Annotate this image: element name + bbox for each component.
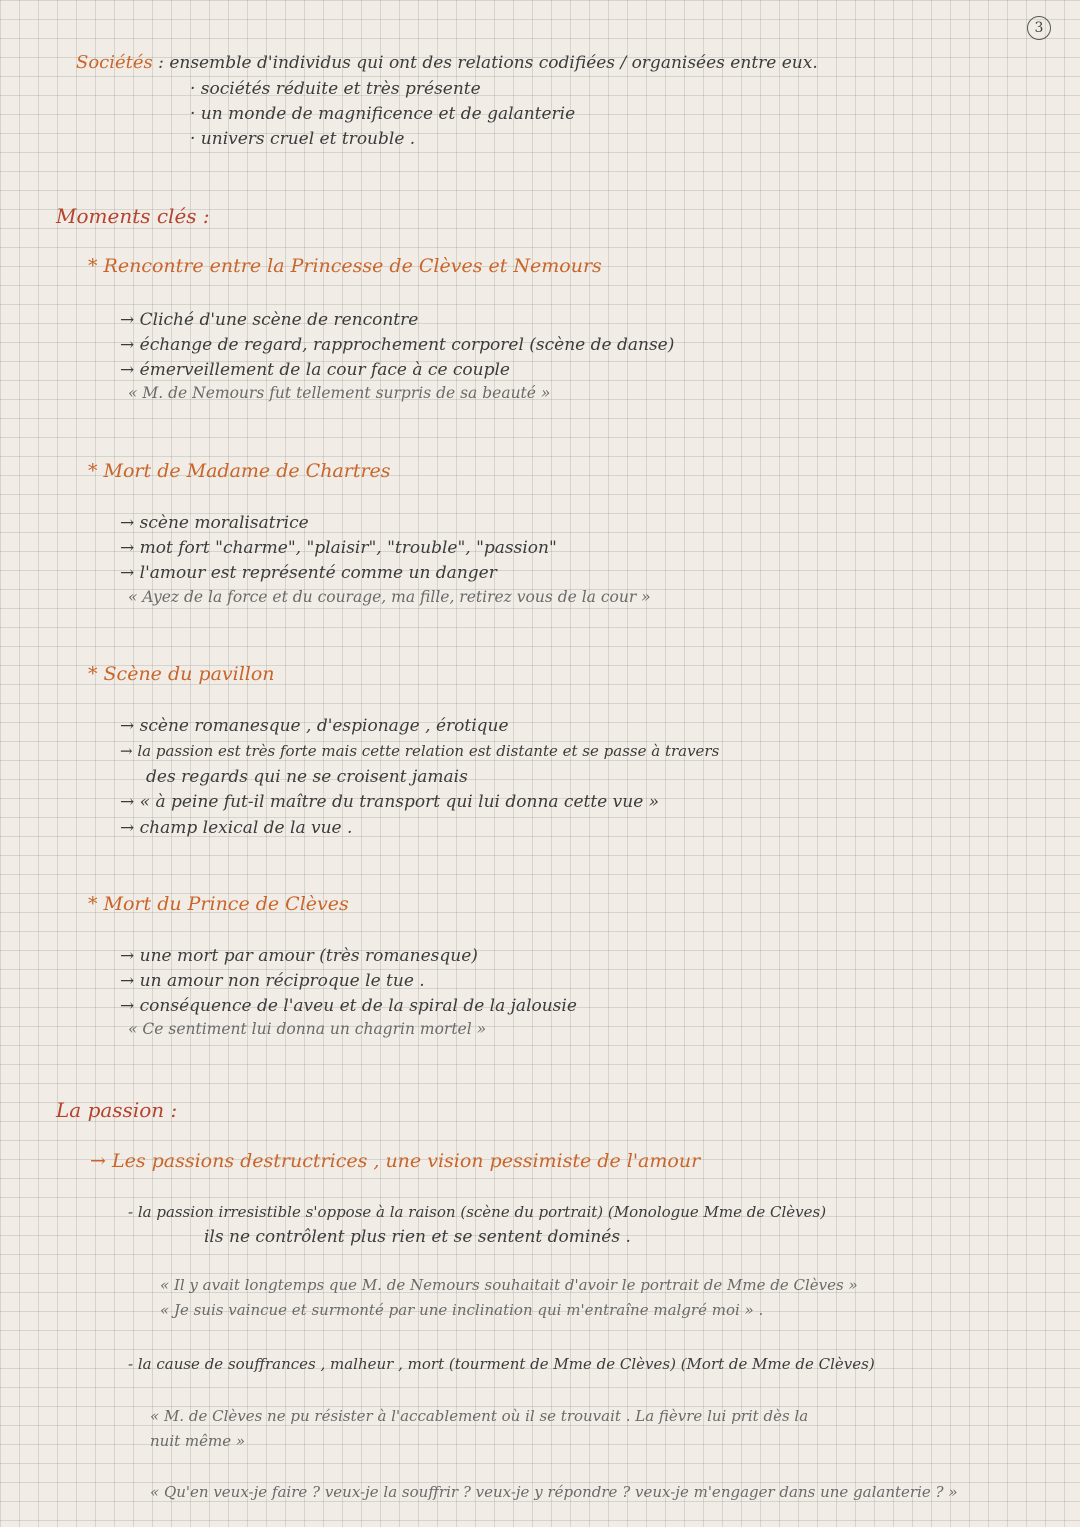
societes-item: · un monde de magnificence et de galanterie <box>190 104 576 124</box>
passion-quote-continued: nuit même » <box>150 1432 246 1450</box>
moments-title: Moments clés : <box>56 204 210 228</box>
passion-item: - la cause de souffrances , malheur , mort (tourment de Mme de Clèves) (Mort de Mme de Clèves) <box>128 1355 875 1373</box>
section-point: → scène romanesque , d'espionage , érotique <box>120 716 509 736</box>
section-title-pavillon: * Scène du pavillon <box>88 663 275 685</box>
societes-item: · univers cruel et trouble . <box>190 129 416 149</box>
section-title-rencontre: * Rencontre entre la Princesse de Clèves et Nemours <box>88 255 602 277</box>
section-title-mort-prince: * Mort du Prince de Clèves <box>88 893 349 915</box>
section-point: → mot fort "charme", "plaisir", "trouble", "passion" <box>120 538 557 558</box>
section-quote: « Ayez de la force et du courage, ma fille, retirez vous de la cour » <box>128 588 651 606</box>
section-point: → l'amour est représenté comme un danger <box>120 563 497 583</box>
societes-item: · sociétés réduite et très présente <box>190 79 481 99</box>
section-point: → « à peine fut-il maître du transport qui lui donna cette vue » <box>120 792 660 812</box>
section-point: → conséquence de l'aveu et de la spiral de la jalousie <box>120 996 577 1016</box>
societes-definition-line <box>76 52 818 73</box>
section-point: → Cliché d'une scène de rencontre <box>120 310 419 330</box>
section-point: → champ lexical de la vue . <box>120 818 353 838</box>
section-point-continued: des regards qui ne se croisent jamais <box>146 767 468 787</box>
page-number: 3 <box>1027 16 1051 40</box>
section-point: → un amour non réciproque le tue . <box>120 971 425 991</box>
section-quote: « Ce sentiment lui donna un chagrin mortel » <box>128 1020 487 1038</box>
section-title-mort-chartres: * Mort de Madame de Chartres <box>88 460 391 482</box>
passion-item: - la passion irresistible s'oppose à la raison (scène du portrait) (Monologue Mme de Clèves) <box>128 1203 827 1221</box>
section-quote: « M. de Nemours fut tellement surpris de sa beauté » <box>128 384 551 402</box>
passion-subtitle: → Les passions destructrices , une vision pessimiste de l'amour <box>90 1150 701 1172</box>
section-point: → scène moralisatrice <box>120 513 309 533</box>
passion-quote: « Il y avait longtemps que M. de Nemours souhaitait d'avoir le portrait de Mme de Clèves » <box>160 1276 858 1294</box>
societes-definition: : ensemble d'individus qui ont des relations codifiées / organisées entre eux. <box>152 53 818 73</box>
passion-quote: « Je suis vaincue et surmonté par une inclination qui m'entraîne malgré moi » . <box>160 1301 764 1319</box>
passion-title: La passion : <box>56 1098 178 1122</box>
passion-quote: « M. de Clèves ne pu résister à l'accablement où il se trouvait . La fièvre lui prit dès la <box>150 1407 809 1425</box>
societes-term: Sociétés <box>76 52 153 73</box>
section-point: → échange de regard, rapprochement corporel (scène de danse) <box>120 335 675 355</box>
section-point: → la passion est très forte mais cette relation est distante et se passe à travers <box>120 742 720 760</box>
passion-quote: « Qu'en veux-je faire ? veux-je la souffrir ? veux-je y répondre ? veux-je m'engager dans une galanterie ? » <box>150 1483 958 1501</box>
section-point: → une mort par amour (très romanesque) <box>120 946 478 966</box>
passion-item-continued: ils ne contrôlent plus rien et se sentent dominés . <box>204 1227 631 1247</box>
section-point: → émerveillement de la cour face à ce couple <box>120 360 510 380</box>
